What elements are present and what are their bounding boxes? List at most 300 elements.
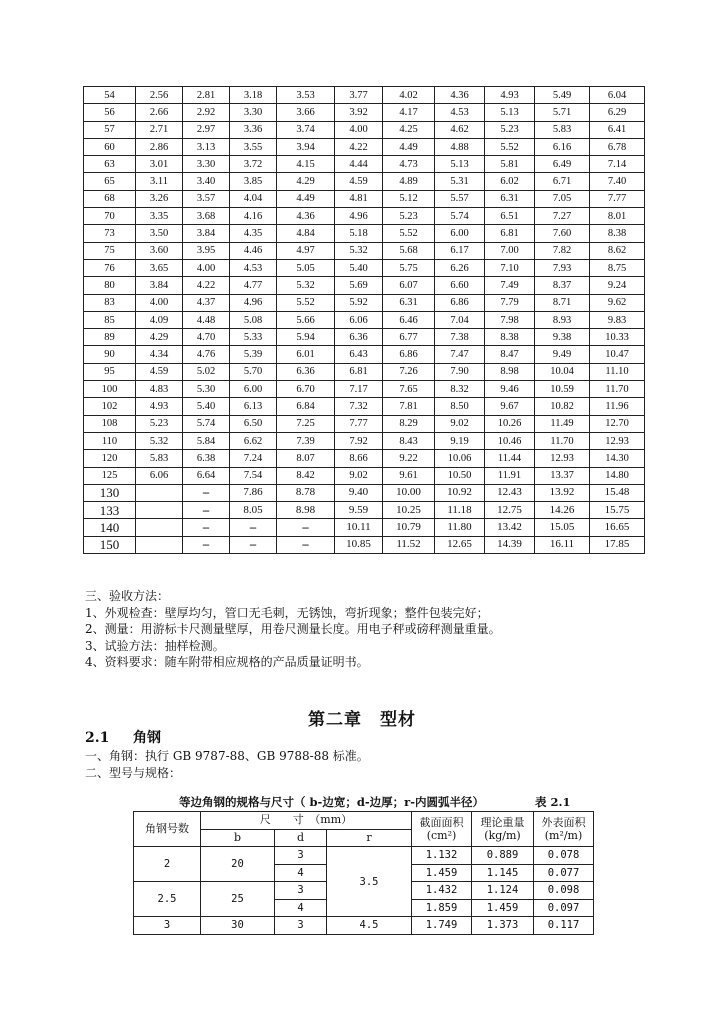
value-cell: 7.47: [435, 346, 485, 363]
value-cell: 6.46: [383, 311, 435, 328]
value-cell: 4.93: [136, 398, 183, 415]
table-row: [84, 398, 645, 415]
value-cell: 5.12: [383, 190, 435, 207]
value-cell: 10.46: [485, 432, 535, 449]
acceptance-heading: 三、验收方法：: [85, 589, 170, 603]
row-size-cell: 120: [84, 450, 136, 467]
value-cell: 3.95: [183, 242, 230, 259]
value-cell: 7.65: [383, 381, 435, 398]
value-cell: 3.11: [136, 173, 183, 190]
row-size-cell: 95: [84, 363, 136, 380]
value-cell: –: [183, 484, 230, 501]
value-cell: 4.46: [230, 242, 277, 259]
value-cell: 5.30: [183, 381, 230, 398]
table-row: [84, 450, 645, 467]
value-cell: 7.26: [383, 363, 435, 380]
value-cell: 8.98: [277, 502, 335, 519]
value-cell: 4.34: [136, 346, 183, 363]
table-row: [84, 519, 645, 536]
header-b: b: [201, 829, 275, 847]
header-d: d: [275, 829, 327, 847]
value-cell: 10.85: [335, 536, 383, 553]
value-cell: 14.30: [590, 450, 645, 467]
value-cell: 4.44: [335, 156, 383, 173]
value-cell: 3.60: [136, 242, 183, 259]
value-cell: 9.02: [435, 415, 485, 432]
value-cell: 6.00: [435, 225, 485, 242]
value-cell: 9.02: [335, 467, 383, 484]
cell-area: 1.459: [412, 864, 472, 882]
value-cell: 4.29: [277, 173, 335, 190]
spec-line: 二、型号与规格：: [85, 765, 182, 780]
cell-surface: 0.097: [534, 899, 594, 917]
value-cell: 5.66: [277, 311, 335, 328]
row-size-cell: 150: [84, 536, 136, 553]
table-row: [84, 484, 645, 501]
value-cell: 3.01: [136, 156, 183, 173]
header-surface: [534, 812, 594, 847]
value-cell: 5.32: [277, 277, 335, 294]
value-cell: 8.29: [383, 415, 435, 432]
value-cell: 4.17: [383, 104, 435, 121]
value-cell: 5.49: [535, 87, 590, 104]
value-cell: 2.71: [136, 121, 183, 138]
acceptance-item-4: 4、资料要求：随车附带相应规格的产品质量证明书。: [85, 655, 369, 669]
value-cell: 5.83: [535, 121, 590, 138]
value-cell: 6.49: [535, 156, 590, 173]
row-size-cell: 65: [84, 173, 136, 190]
value-cell: 11.44: [485, 450, 535, 467]
value-cell: 9.22: [383, 450, 435, 467]
value-cell: 8.98: [485, 363, 535, 380]
value-cell: 13.42: [485, 519, 535, 536]
value-cell: 5.83: [136, 450, 183, 467]
table-row: [84, 138, 645, 155]
value-cell: 6.00: [230, 381, 277, 398]
value-cell: 6.16: [535, 138, 590, 155]
value-cell: 8.93: [535, 311, 590, 328]
cell-weight: 1.373: [472, 917, 534, 935]
value-cell: 8.47: [485, 346, 535, 363]
value-cell: 9.49: [535, 346, 590, 363]
value-cell: 3.53: [277, 87, 335, 104]
value-cell: 4.49: [277, 190, 335, 207]
value-cell: 3.68: [183, 208, 230, 225]
value-cell: 10.06: [435, 450, 485, 467]
value-cell: 7.25: [277, 415, 335, 432]
value-cell: 5.81: [485, 156, 535, 173]
row-size-cell: 76: [84, 259, 136, 276]
row-size-cell: 57: [84, 121, 136, 138]
value-cell: 7.00: [485, 242, 535, 259]
value-cell: 9.24: [590, 277, 645, 294]
value-cell: 4.35: [230, 225, 277, 242]
table-row: [84, 536, 645, 553]
value-cell: 8.01: [590, 208, 645, 225]
value-cell: 10.04: [535, 363, 590, 380]
value-cell: 4.53: [435, 104, 485, 121]
value-cell: 4.77: [230, 277, 277, 294]
value-cell: 7.79: [485, 294, 535, 311]
value-cell: 5.52: [485, 138, 535, 155]
cell-d: 3: [275, 917, 327, 935]
value-cell: 3.77: [335, 87, 383, 104]
value-cell: 5.05: [277, 259, 335, 276]
value-cell: 4.96: [230, 294, 277, 311]
value-cell: 5.74: [435, 208, 485, 225]
table-row: [84, 381, 645, 398]
row-size-cell: 133: [84, 502, 136, 519]
table-row: [84, 87, 645, 104]
cell-weight: 0.889: [472, 847, 534, 865]
value-cell: 6.13: [230, 398, 277, 415]
value-cell: –: [230, 519, 277, 536]
value-cell: 4.22: [183, 277, 230, 294]
table-row: [84, 432, 645, 449]
section-heading: [85, 727, 161, 747]
value-cell: 4.81: [335, 190, 383, 207]
table-row: [84, 467, 645, 484]
value-cell: 7.90: [435, 363, 485, 380]
value-cell: 6.02: [485, 173, 535, 190]
value-cell: 11.49: [535, 415, 590, 432]
value-cell: 8.78: [277, 484, 335, 501]
row-size-cell: 70: [84, 208, 136, 225]
value-cell: –: [183, 502, 230, 519]
cell-r: 4.5: [327, 917, 412, 935]
value-cell: 12.65: [435, 536, 485, 553]
value-cell: 4.16: [230, 208, 277, 225]
value-cell: 8.71: [535, 294, 590, 311]
row-size-cell: 85: [84, 311, 136, 328]
value-cell: 15.48: [590, 484, 645, 501]
table-row: [84, 311, 645, 328]
section-number: 2.1: [85, 730, 110, 746]
value-cell: 6.62: [230, 432, 277, 449]
value-cell: 4.00: [335, 121, 383, 138]
row-size-cell: 73: [84, 225, 136, 242]
value-cell: 10.50: [435, 467, 485, 484]
row-size-cell: 100: [84, 381, 136, 398]
value-cell: [136, 502, 183, 519]
value-cell: 7.14: [590, 156, 645, 173]
value-cell: 10.26: [485, 415, 535, 432]
value-cell: 8.50: [435, 398, 485, 415]
row-size-cell: 75: [84, 242, 136, 259]
value-cell: 6.60: [435, 277, 485, 294]
row-size-cell: 110: [84, 432, 136, 449]
value-cell: 8.66: [335, 450, 383, 467]
value-cell: 7.77: [335, 415, 383, 432]
value-cell: 4.83: [136, 381, 183, 398]
value-cell: –: [183, 519, 230, 536]
value-cell: 4.84: [277, 225, 335, 242]
value-cell: 7.93: [535, 259, 590, 276]
value-cell: 4.96: [335, 208, 383, 225]
acceptance-item-2: 2、测量：用游标卡尺测量壁厚，用卷尺测量长度。用电子秤或磅秤测量重量。: [85, 622, 501, 636]
value-cell: [136, 536, 183, 553]
value-cell: 10.79: [383, 519, 435, 536]
value-cell: 6.17: [435, 242, 485, 259]
value-cell: 3.84: [183, 225, 230, 242]
header-size: 尺 寸 （mm）: [201, 812, 412, 830]
value-cell: 4.00: [183, 259, 230, 276]
value-cell: 5.18: [335, 225, 383, 242]
value-cell: 4.36: [277, 208, 335, 225]
standard-line: 一、角钢：执行 GB 9787-88、GB 9788-88 标准。: [85, 749, 369, 763]
cell-weight: 1.459: [472, 899, 534, 917]
value-cell: 10.33: [590, 329, 645, 346]
acceptance-methods: [85, 588, 501, 671]
cell-d: 3: [275, 882, 327, 900]
header-weight-unit: (kg/m): [484, 829, 521, 842]
value-cell: 12.75: [485, 502, 535, 519]
value-cell: 5.40: [335, 259, 383, 276]
value-cell: 2.56: [136, 87, 183, 104]
value-cell: 12.93: [535, 450, 590, 467]
value-cell: 11.96: [590, 398, 645, 415]
value-cell: 4.97: [277, 242, 335, 259]
value-cell: 5.71: [535, 104, 590, 121]
value-cell: 8.05: [230, 502, 277, 519]
header-surface-unit: (m²/m): [544, 829, 583, 842]
value-cell: 8.62: [590, 242, 645, 259]
value-cell: 4.04: [230, 190, 277, 207]
value-cell: [136, 484, 183, 501]
value-cell: 6.38: [183, 450, 230, 467]
row-size-cell: 68: [84, 190, 136, 207]
cell-d: 4: [275, 899, 327, 917]
value-cell: 8.07: [277, 450, 335, 467]
value-cell: 6.31: [383, 294, 435, 311]
value-cell: 13.37: [535, 467, 590, 484]
value-cell: 9.67: [485, 398, 535, 415]
value-cell: 17.85: [590, 536, 645, 553]
value-cell: 9.83: [590, 311, 645, 328]
row-size-cell: 54: [84, 87, 136, 104]
table-row: [84, 277, 645, 294]
value-cell: 14.39: [485, 536, 535, 553]
value-cell: 3.94: [277, 138, 335, 155]
value-cell: 3.65: [136, 259, 183, 276]
cell-surface: 0.117: [534, 917, 594, 935]
value-cell: 7.54: [230, 467, 277, 484]
value-cell: 4.37: [183, 294, 230, 311]
value-cell: 7.17: [335, 381, 383, 398]
value-cell: 10.92: [435, 484, 485, 501]
value-cell: 3.30: [230, 104, 277, 121]
row-size-cell: 140: [84, 519, 136, 536]
value-cell: 10.00: [383, 484, 435, 501]
value-cell: 4.49: [383, 138, 435, 155]
table-row: [84, 294, 645, 311]
value-cell: 3.30: [183, 156, 230, 173]
value-cell: 5.23: [136, 415, 183, 432]
cell-area: 1.432: [412, 882, 472, 900]
value-cell: 2.86: [136, 138, 183, 155]
table-row: [84, 156, 645, 173]
value-cell: 9.40: [335, 484, 383, 501]
table-row: [84, 329, 645, 346]
row-size-cell: 56: [84, 104, 136, 121]
value-cell: 7.04: [435, 311, 485, 328]
value-cell: 4.29: [136, 329, 183, 346]
value-cell: 7.49: [485, 277, 535, 294]
value-cell: 6.26: [435, 259, 485, 276]
table-row: [84, 502, 645, 519]
steel-pipe-weight-table: [83, 86, 645, 554]
value-cell: 16.11: [535, 536, 590, 553]
row-size-cell: 63: [84, 156, 136, 173]
value-cell: 2.66: [136, 104, 183, 121]
value-cell: 6.50: [230, 415, 277, 432]
value-cell: 4.09: [136, 311, 183, 328]
cell-model: 2.5: [134, 882, 201, 917]
value-cell: 6.36: [277, 363, 335, 380]
value-cell: 7.40: [590, 173, 645, 190]
value-cell: 7.38: [435, 329, 485, 346]
value-cell: 3.26: [136, 190, 183, 207]
value-cell: 8.38: [590, 225, 645, 242]
value-cell: 4.89: [383, 173, 435, 190]
row-size-cell: 83: [84, 294, 136, 311]
table-row: [84, 208, 645, 225]
value-cell: 8.42: [277, 467, 335, 484]
value-cell: 10.82: [535, 398, 590, 415]
value-cell: 3.92: [335, 104, 383, 121]
value-cell: 10.25: [383, 502, 435, 519]
value-cell: 8.37: [535, 277, 590, 294]
value-cell: 5.68: [383, 242, 435, 259]
cell-d: 4: [275, 864, 327, 882]
value-cell: 11.91: [485, 467, 535, 484]
value-cell: 5.33: [230, 329, 277, 346]
value-cell: 12.43: [485, 484, 535, 501]
value-cell: 4.70: [183, 329, 230, 346]
cell-b: 30: [201, 917, 275, 935]
row-size-cell: 102: [84, 398, 136, 415]
value-cell: 11.52: [383, 536, 435, 553]
value-cell: 3.13: [183, 138, 230, 155]
value-cell: 7.32: [335, 398, 383, 415]
value-cell: 7.77: [590, 190, 645, 207]
value-cell: 5.40: [183, 398, 230, 415]
value-cell: 6.71: [535, 173, 590, 190]
value-cell: 14.26: [535, 502, 590, 519]
cell-area: 1.859: [412, 899, 472, 917]
value-cell: 6.41: [590, 121, 645, 138]
value-cell: 10.47: [590, 346, 645, 363]
value-cell: 6.86: [435, 294, 485, 311]
cell-b: 20: [201, 847, 275, 882]
row-size-cell: 130: [84, 484, 136, 501]
row-size-cell: 125: [84, 467, 136, 484]
value-cell: 3.36: [230, 121, 277, 138]
table-row: [84, 346, 645, 363]
value-cell: 5.32: [335, 242, 383, 259]
table-row: [84, 173, 645, 190]
cell-area: 1.749: [412, 917, 472, 935]
acceptance-item-3: 3、试验方法：抽样检测。: [85, 638, 225, 653]
value-cell: 6.51: [485, 208, 535, 225]
header-area-label: 截面面积: [419, 816, 464, 829]
acceptance-item-1: 1、外观检查：壁厚均匀，管口无毛刺，无锈蚀，弯折现象；整件包装完好；: [85, 605, 489, 620]
value-cell: 6.04: [590, 87, 645, 104]
value-cell: 3.85: [230, 173, 277, 190]
value-cell: [136, 519, 183, 536]
header-r: r: [327, 829, 412, 847]
table-number: 表 2.1: [535, 795, 571, 809]
header-area-unit: (cm²): [426, 829, 457, 842]
value-cell: 3.74: [277, 121, 335, 138]
value-cell: 16.65: [590, 519, 645, 536]
value-cell: 6.86: [383, 346, 435, 363]
table-row: [84, 121, 645, 138]
value-cell: 8.32: [435, 381, 485, 398]
value-cell: 8.75: [590, 259, 645, 276]
row-size-cell: 89: [84, 329, 136, 346]
value-cell: 11.70: [535, 432, 590, 449]
cell-surface: 0.078: [534, 847, 594, 865]
table-row: [84, 225, 645, 242]
cell-surface: 0.077: [534, 864, 594, 882]
value-cell: –: [277, 519, 335, 536]
value-cell: 9.62: [590, 294, 645, 311]
value-cell: 4.62: [435, 121, 485, 138]
row-size-cell: 80: [84, 277, 136, 294]
value-cell: 3.40: [183, 173, 230, 190]
value-cell: 5.23: [383, 208, 435, 225]
value-cell: 4.36: [435, 87, 485, 104]
value-cell: 6.36: [335, 329, 383, 346]
value-cell: –: [277, 536, 335, 553]
value-cell: 11.70: [590, 381, 645, 398]
value-cell: 5.02: [183, 363, 230, 380]
value-cell: 3.35: [136, 208, 183, 225]
cell-surface: 0.098: [534, 882, 594, 900]
value-cell: 4.93: [485, 87, 535, 104]
value-cell: 5.13: [435, 156, 485, 173]
value-cell: –: [183, 536, 230, 553]
value-cell: 8.43: [383, 432, 435, 449]
cell-area: 1.132: [412, 847, 472, 865]
table-row: [84, 242, 645, 259]
cell-r: 3.5: [327, 847, 412, 917]
value-cell: 3.66: [277, 104, 335, 121]
value-cell: 5.92: [335, 294, 383, 311]
value-cell: 5.75: [383, 259, 435, 276]
value-cell: 10.11: [335, 519, 383, 536]
value-cell: 5.69: [335, 277, 383, 294]
value-cell: 3.55: [230, 138, 277, 155]
cell-model: 2: [134, 847, 201, 882]
value-cell: 4.00: [136, 294, 183, 311]
value-cell: 5.57: [435, 190, 485, 207]
value-cell: 7.27: [535, 208, 590, 225]
value-cell: 4.25: [383, 121, 435, 138]
value-cell: 7.10: [485, 259, 535, 276]
row-size-cell: 60: [84, 138, 136, 155]
value-cell: 3.57: [183, 190, 230, 207]
section-title: 角钢: [133, 730, 161, 746]
value-cell: 7.60: [535, 225, 590, 242]
value-cell: 5.94: [277, 329, 335, 346]
cell-b: 25: [201, 882, 275, 917]
value-cell: 13.92: [535, 484, 590, 501]
value-cell: –: [230, 536, 277, 553]
value-cell: 7.81: [383, 398, 435, 415]
value-cell: 7.86: [230, 484, 277, 501]
